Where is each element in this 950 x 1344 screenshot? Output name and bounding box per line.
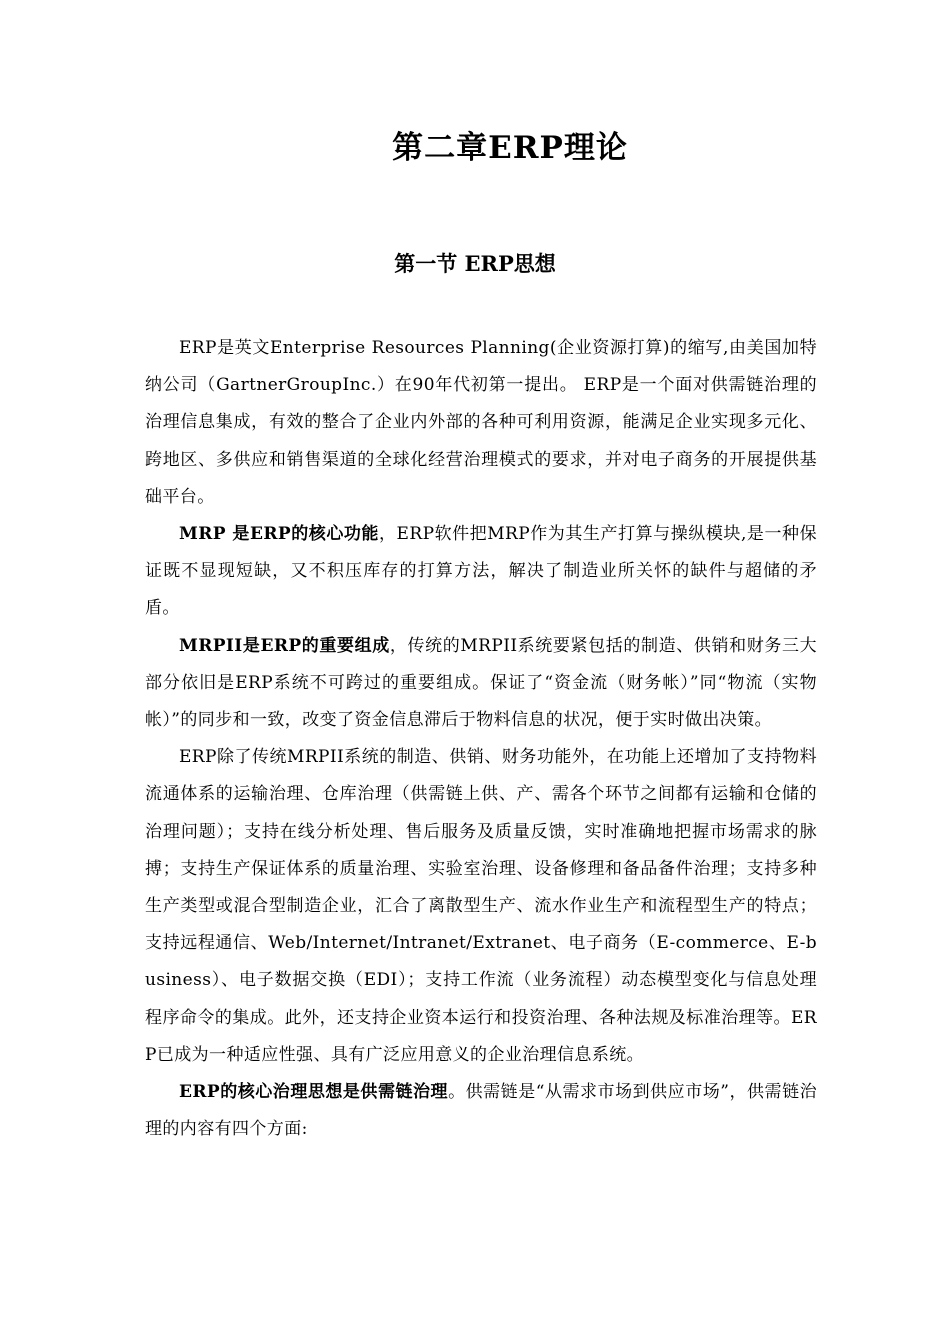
chapter-title: 第二章ERP理论 — [392, 130, 628, 166]
paragraph-erp-definition — [145, 330, 817, 516]
paragraph-lead: MRPII是ERP的重要组成 — [179, 635, 390, 656]
paragraph-text: ，传统的MRPII系统要紧包括的制造、供销和财务三大部分依旧是ERP系统不可跨过的重要组成。保证了“资金流（财务帐）”同“物流（实物帐）”的同步和一致，改变了资金信息滞后于物料信息的状况，便于实时做出决策。 — [145, 635, 817, 731]
paragraph-text: ，ERP软件把MRP作为其生产打算与操纵模块,是一种保证既不显现短缺，又不积压库存的打算方法，解决了制造业所关怀的缺件与超储的矛盾。 — [145, 524, 818, 619]
paragraph-erp-functions — [145, 739, 817, 1074]
paragraph-text: ERP是英文Enterprise Resources Planning(企业资源打算)的缩写,由美国加特纳公司（GartnerGroupInc.）在90年代初第一提出。 ERP是一个面对供需链治理的治理信息集成，有效的整合了企业内外部的各种可利用资源，能满足企业实现多元化、跨地区、多供应和销售渠道的全球化经营治理模式的要求，并对电子商务的开展提供基础平台。 — [145, 338, 817, 507]
paragraph-mrpii-component — [145, 628, 817, 740]
paragraph-mrp-core — [145, 516, 817, 628]
body-text — [145, 330, 817, 1148]
paragraph-text: ERP除了传统MRPII系统的制造、供销、财务功能外，在功能上还增加了支持物料流通体系的运输治理、仓库治理（供需链上供、产、需各个环节之间都有运输和仓储的治理问题）；支持在线分析处理、售后服务及质量反馈，实时准确地把握市场需求的脉搏；支持生产保证体系的质量治理、实验室治理、设备修理和备品备件治理；支持多种生产类型或混合型制造企业，汇合了离散型生产、流水作业生产和流程型生产的特点；支持远程通信、Web/Internet/Intranet/Extranet、电子商务（E-commerce、E-business）、电子数据交换（EDI）；支持工作流（业务流程）动态模型变化与信息处理程序命令的集成。此外，还支持企业资本运行和投资治理、各种法规及标准治理等。ERP已成为一种适应性强、具有广泛应用意义的企业治理信息系统。 — [145, 747, 817, 1065]
paragraph-lead: ERP的核心治理思想是供需链治理 — [179, 1082, 449, 1103]
paragraph-lead: MRP 是ERP的核心功能 — [179, 524, 379, 545]
paragraph-supply-chain — [145, 1074, 817, 1148]
paragraph-text: 。供需链是“从需求市场到供应市场”，供需链治理的内容有四个方面: — [145, 1082, 817, 1140]
section-title: 第一节 ERP思想 — [394, 251, 556, 276]
